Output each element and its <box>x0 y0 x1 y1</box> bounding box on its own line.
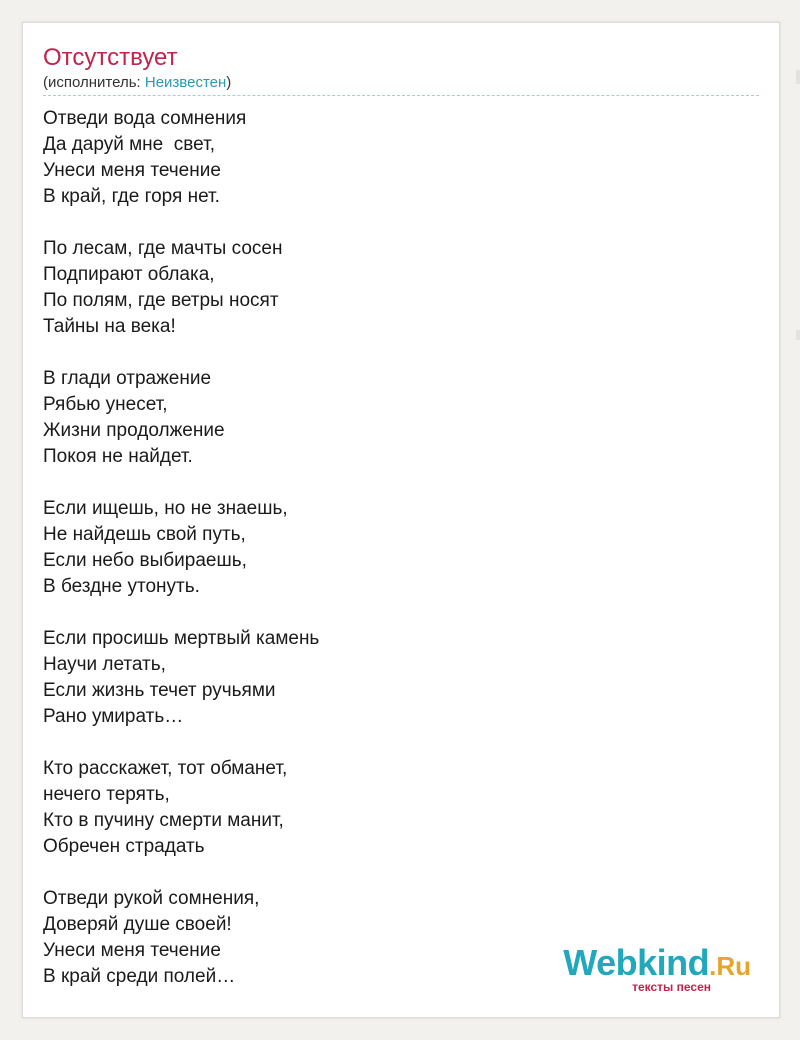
lyric-line: Рано умирать… <box>43 706 184 727</box>
stanza-gap <box>43 340 743 366</box>
stanza-gap <box>43 730 743 756</box>
lyric-line: Если просишь мертвый камень <box>43 628 320 649</box>
lyric-line: Если ищешь, но не знаешь, <box>43 498 288 519</box>
stanza-gap <box>43 860 743 886</box>
page-edge-mark <box>796 70 800 84</box>
lyric-line: Кто в пучину смерти манит, <box>43 810 284 831</box>
lyric-line: По полям, где ветры носят <box>43 290 279 311</box>
lyric-line: Если небо выбираешь, <box>43 550 247 571</box>
lyrics-body <box>43 106 743 990</box>
lyric-line: Рябью унесет, <box>43 394 168 415</box>
lyric-line: Унеси меня течение <box>43 940 221 961</box>
stanza-gap <box>43 210 743 236</box>
lyric-line: Не найдешь свой путь, <box>43 524 246 545</box>
logo-wordmark <box>563 942 751 984</box>
logo-suffix: .Ru <box>709 951 751 981</box>
lyric-line: Да даруй мне свет, <box>43 134 215 155</box>
page-edge-mark <box>796 330 800 340</box>
site-logo[interactable] <box>563 942 751 994</box>
lyrics-sheet <box>22 22 780 1018</box>
artist-prefix: (исполнитель: <box>43 74 145 91</box>
lyric-line: Научи летать, <box>43 654 166 675</box>
artist-line <box>43 74 231 92</box>
lyric-line: В глади отражение <box>43 368 212 389</box>
lyric-line: В бездне утонуть. <box>43 576 200 597</box>
lyric-line: Тайны на века! <box>43 316 176 337</box>
lyric-line: Жизни продолжение <box>43 420 225 441</box>
artist-suffix: ) <box>226 74 232 91</box>
lyric-line: По лесам, где мачты сосен <box>43 238 283 259</box>
lyric-line: нечего терять, <box>43 784 170 805</box>
lyric-line: Доверяй душе своей! <box>43 914 232 935</box>
artist-link[interactable]: Неизвестен <box>144 74 227 91</box>
lyric-line: Унеси меня течение <box>43 160 221 181</box>
logo-tagline: тексты песен <box>632 980 711 994</box>
logo-main-text: Webkind <box>563 942 710 983</box>
lyric-line: Если жизнь течет ручьями <box>43 680 276 701</box>
lyric-line: В край среди полей… <box>43 966 236 987</box>
lyric-line: Кто расскажет, тот обманет, <box>43 758 288 779</box>
lyric-line: Обречен страдать <box>43 836 205 857</box>
header-divider <box>43 95 759 96</box>
lyric-line: Подпирают облака, <box>43 264 215 285</box>
lyric-line: Отведи рукой сомнения, <box>43 888 260 909</box>
lyric-line: Покоя не найдет. <box>43 446 193 467</box>
lyric-line: В край, где горя нет. <box>43 186 220 207</box>
stanza-gap <box>43 470 743 496</box>
song-title: Отсутствует <box>43 44 178 71</box>
lyric-line: Отведи вода сомнения <box>43 108 247 129</box>
stanza-gap <box>43 600 743 626</box>
